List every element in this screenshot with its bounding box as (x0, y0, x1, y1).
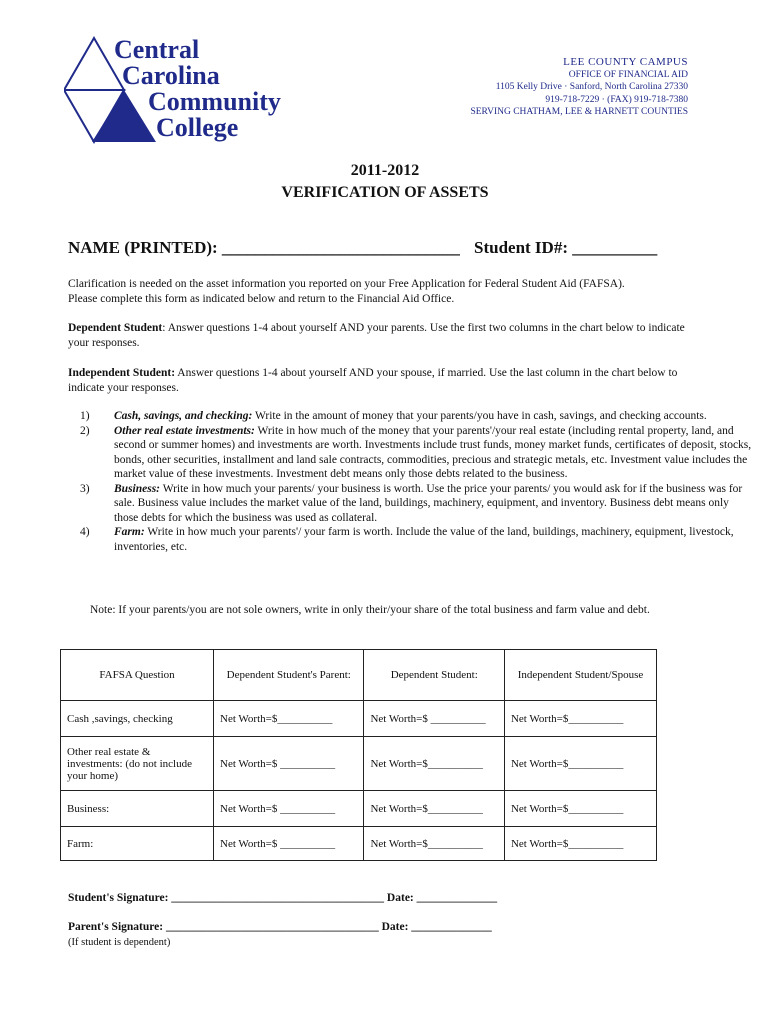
table-cell-input[interactable]: Net Worth=$__________ (214, 701, 364, 737)
column-header: Dependent Student's Parent: (214, 650, 364, 701)
table-cell-question: Other real estate & investments: (do not include your home) (61, 737, 214, 791)
campus-block (470, 56, 688, 119)
parent-signature-note: (If student is dependent) (68, 937, 171, 948)
ownership-note: Note: If your parents/you are not sole owners, write in only their/your share of the total business and farm value and debt. (90, 604, 650, 616)
student-signature-line[interactable]: Student's Signature: _____________________________________ Date: ______________ (68, 892, 498, 904)
table-cell-input[interactable]: Net Worth=$__________ (504, 791, 656, 827)
table-cell-input[interactable]: Net Worth=$ __________ (214, 791, 364, 827)
question-heading: Other real estate investments: (114, 424, 255, 437)
question-item (80, 525, 754, 554)
logo-text-college: College (156, 113, 239, 142)
question-number: 3) (80, 482, 90, 495)
question-item (80, 424, 754, 482)
college-logo (64, 36, 294, 144)
campus-name: LEE COUNTY CAMPUS (563, 56, 688, 68)
table-cell-input[interactable]: Net Worth=$__________ (504, 827, 656, 861)
question-item (80, 409, 754, 424)
table-cell-question: Cash ,savings, checking (61, 701, 214, 737)
table-cell-question: Business: (61, 791, 214, 827)
intro-paragraph (68, 277, 708, 306)
dependent-instructions (68, 321, 708, 350)
logo-text-carolina: Carolina (122, 61, 220, 90)
question-text: Write in the amount of money that your parents/you have in cash, savings, and checking accounts. (252, 410, 707, 422)
table-cell-input[interactable]: Net Worth=$__________ (504, 701, 656, 737)
column-header: Independent Student/Spouse (504, 650, 656, 701)
question-heading: Business: (114, 482, 161, 495)
parent-signature-line[interactable]: Parent's Signature: _____________________________________ Date: ______________ (68, 921, 492, 933)
question-heading: Cash, savings, and checking: (114, 410, 253, 422)
question-text: Write in how much your parents'/ your farm is worth. Include the value of the land, buildings, machinery, equipment, livestock, inventories, etc. (114, 526, 734, 553)
question-text: Write in how much your parents/ your business is worth. Use the price your parents/ you would ask for if the business was for sale. Business value includes the market value of the land, buildings, machinery, equipment, and inventory. Business debt means only those debts for which the business was used as collateral. (114, 482, 743, 524)
table-cell-input[interactable]: Net Worth=$ __________ (364, 701, 505, 737)
column-header: FAFSA Question (61, 650, 214, 701)
column-header: Dependent Student: (364, 650, 505, 701)
student-id-field[interactable]: Student ID#: __________ (474, 238, 658, 257)
table-cell-input[interactable]: Net Worth=$__________ (504, 737, 656, 791)
office-name: OFFICE OF FINANCIAL AID (568, 69, 688, 80)
logo-text-central: Central (114, 36, 200, 64)
question-text: Write in how much of the money that your parents'/your real estate (including rental property, land, and second or summer homes) and investments are worth. Investments include trust funds, money market funds, certificates of deposit, stocks, bonds, other securities, installment and land sale contracts, commodities, precious and strategic metals, etc. Investment value includes the market value of these investments. Investment debt means only those debts related to the business. (114, 424, 752, 480)
table-cell-input[interactable]: Net Worth=$__________ (364, 737, 505, 791)
assets-table (60, 649, 657, 861)
dependent-label: Dependent Student (68, 322, 163, 334)
campus-address: 1105 Kelly Drive · Sanford, North Carolina 27330 (495, 82, 688, 92)
form-year: 2011-2012 (350, 162, 420, 179)
form-title: VERIFICATION OF ASSETS (281, 184, 489, 201)
question-heading: Farm: (114, 526, 145, 538)
table-cell-input[interactable]: Net Worth=$__________ (364, 827, 505, 861)
table-cell-input[interactable]: Net Worth=$__________ (364, 791, 505, 827)
table-row (61, 737, 657, 791)
table-row (61, 791, 657, 827)
table-cell-input[interactable]: Net Worth=$ __________ (214, 737, 364, 791)
question-number: 2) (80, 424, 90, 437)
campus-serving: SERVING CHATHAM, LEE & HARNETT COUNTIES (470, 107, 688, 117)
table-row (61, 701, 657, 737)
intro-line-1: Clarification is needed on the asset information you reported on your Free Application for Federal Student Aid (FAFSA). (68, 278, 625, 290)
table-header-row (61, 650, 657, 701)
question-number: 4) (80, 526, 90, 538)
name-field[interactable]: NAME (PRINTED): ____________________________ (68, 238, 460, 257)
question-number: 1) (80, 410, 90, 422)
logo-text-community: Community (148, 87, 281, 116)
question-item (80, 482, 754, 526)
table-cell-question: Farm: (61, 827, 214, 861)
independent-instructions (68, 366, 708, 395)
intro-line-2: Please complete this form as indicated below and return to the Financial Aid Office. (68, 292, 455, 305)
table-cell-input[interactable]: Net Worth=$ __________ (214, 827, 364, 861)
campus-phone: 919-718-7229 · (FAX) 919-718-7380 (545, 94, 688, 105)
questions-list (68, 409, 754, 554)
dependent-text: : Answer questions 1-4 about yourself AND your parents. Use the first two columns in the chart below to indicate your responses. (68, 322, 685, 349)
table-row (61, 827, 657, 861)
independent-text: Answer questions 1-4 about yourself AND your spouse, if married. Use the last column in the chart below to indicate your responses. (68, 367, 678, 394)
independent-label: Independent Student: (68, 367, 176, 379)
